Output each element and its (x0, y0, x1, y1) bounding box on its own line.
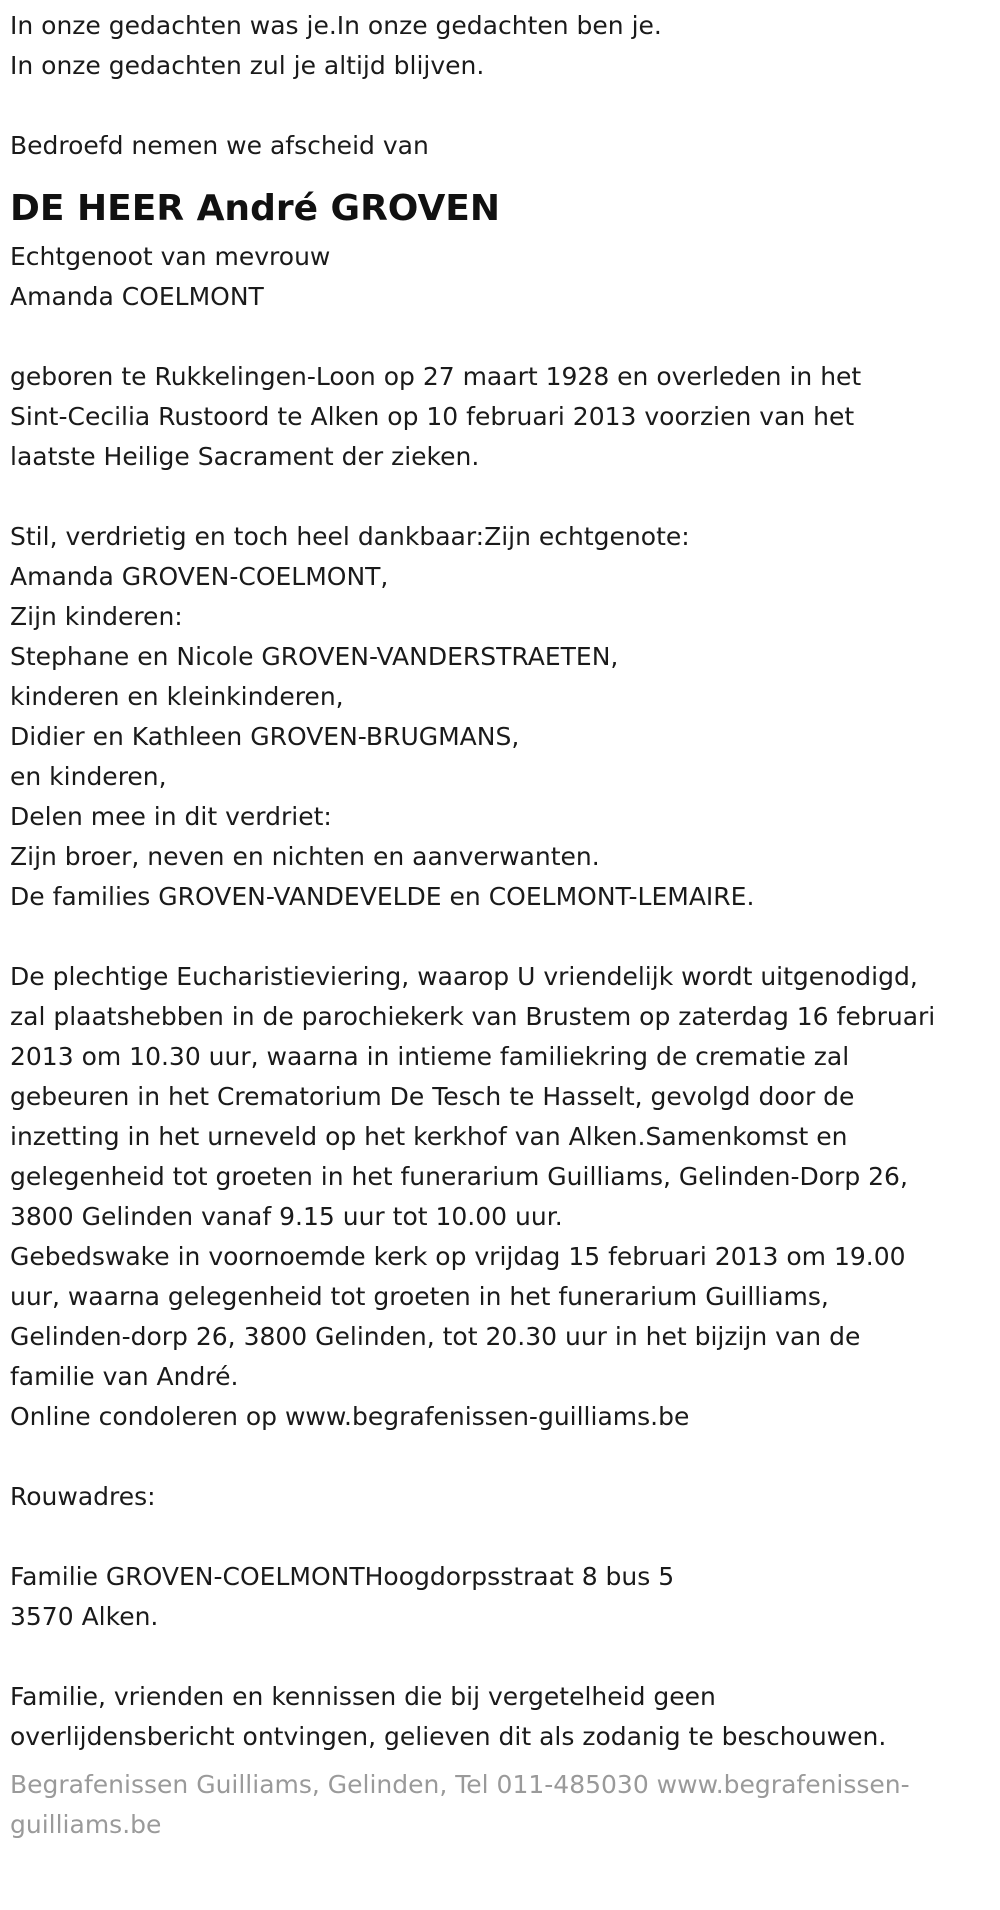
family-line: Stephane en Nicole GROVEN-VANDERSTRAETEN, (10, 642, 619, 671)
family-line: en kinderen, (10, 762, 167, 791)
family-line: Stil, verdrietig en toch heel dankbaar:Zijn echtgenote: (10, 522, 690, 551)
ceremony-section (10, 957, 990, 1437)
spouse-line: Echtgenoot van mevrouw (10, 242, 331, 271)
family-line: Didier en Kathleen GROVEN-BRUGMANS, (10, 722, 520, 751)
spacer (10, 1637, 990, 1677)
spouse-line: Amanda COELMONT (10, 282, 264, 311)
spacer (10, 1437, 990, 1477)
address-label: Rouwadres: (10, 1482, 156, 1511)
spacer (10, 1517, 990, 1557)
ceremony-line: 2013 om 10.30 uur, waarna in intieme familiekring de crematie zal (10, 1042, 850, 1071)
family-line: Zijn kinderen: (10, 602, 183, 631)
funeral-home-footer (10, 1765, 990, 1845)
intro-line: In onze gedachten was je.In onze gedachten ben je. (10, 11, 662, 40)
birth-death-line: Sint-Cecilia Rustoord te Alken op 10 februari 2013 voorzien van het (10, 402, 855, 431)
online-condolence-line: Online condoleren op www.begrafenissen-guilliams.be (10, 1402, 690, 1431)
spacer (10, 917, 990, 957)
address-line: 3570 Alken. (10, 1602, 159, 1631)
ceremony-line: familie van André. (10, 1362, 239, 1391)
spacer (10, 477, 990, 517)
ceremony-line: uur, waarna gelegenheid tot groeten in het funerarium Guilliams, (10, 1282, 829, 1311)
address-line: Familie GROVEN-COELMONTHoogdorpsstraat 8 bus 5 (10, 1562, 675, 1591)
announcement-text: Bedroefd nemen we afscheid van (10, 131, 429, 160)
deceased-name-heading: DE HEER André GROVEN (10, 188, 501, 229)
closing-section (10, 1677, 990, 1757)
closing-line: Familie, vrienden en kennissen die bij vergetelheid geen (10, 1682, 716, 1711)
family-line: Delen mee in dit verdriet: (10, 802, 332, 831)
closing-line: overlijdensbericht ontvingen, gelieven dit als zodanig te beschouwen. (10, 1722, 887, 1751)
family-line: Zijn broer, neven en nichten en aanverwanten. (10, 842, 600, 871)
family-line: kinderen en kleinkinderen, (10, 682, 344, 711)
spouse-section (10, 237, 990, 317)
ceremony-line: inzetting in het urneveld op het kerkhof van Alken.Samenkomst en (10, 1122, 848, 1151)
intro-line: In onze gedachten zul je altijd blijven. (10, 51, 485, 80)
ceremony-line: 3800 Gelinden vanaf 9.15 uur tot 10.00 uur. (10, 1202, 563, 1231)
footer-line: guilliams.be (10, 1810, 162, 1839)
footer-line: Begrafenissen Guilliams, Gelinden, Tel 011-485030 www.begrafenissen- (10, 1770, 910, 1799)
family-line: De families GROVEN-VANDEVELDE en COELMONT-LEMAIRE. (10, 882, 755, 911)
ceremony-line: De plechtige Eucharistieviering, waarop U vriendelijk wordt uitgenodigd, (10, 962, 918, 991)
birth-death-section (10, 357, 990, 477)
ceremony-line: gebeuren in het Crematorium De Tesch te Hasselt, gevolgd door de (10, 1082, 855, 1111)
address-section (10, 1557, 990, 1637)
spacer (10, 86, 990, 126)
family-section (10, 517, 990, 917)
intro-section (10, 6, 990, 86)
ceremony-line: zal plaatshebben in de parochiekerk van Brustem op zaterdag 16 februari (10, 1002, 936, 1031)
spacer (10, 317, 990, 357)
birth-death-line: laatste Heilige Sacrament der zieken. (10, 442, 480, 471)
ceremony-line: Gebedswake in voornoemde kerk op vrijdag 15 februari 2013 om 19.00 (10, 1242, 906, 1271)
birth-death-line: geboren te Rukkelingen-Loon op 27 maart 1928 en overleden in het (10, 362, 862, 391)
ceremony-line: gelegenheid tot groeten in het funerarium Guilliams, Gelinden-Dorp 26, (10, 1162, 908, 1191)
ceremony-line: Gelinden-dorp 26, 3800 Gelinden, tot 20.30 uur in het bijzijn van de (10, 1322, 861, 1351)
family-line: Amanda GROVEN-COELMONT, (10, 562, 389, 591)
